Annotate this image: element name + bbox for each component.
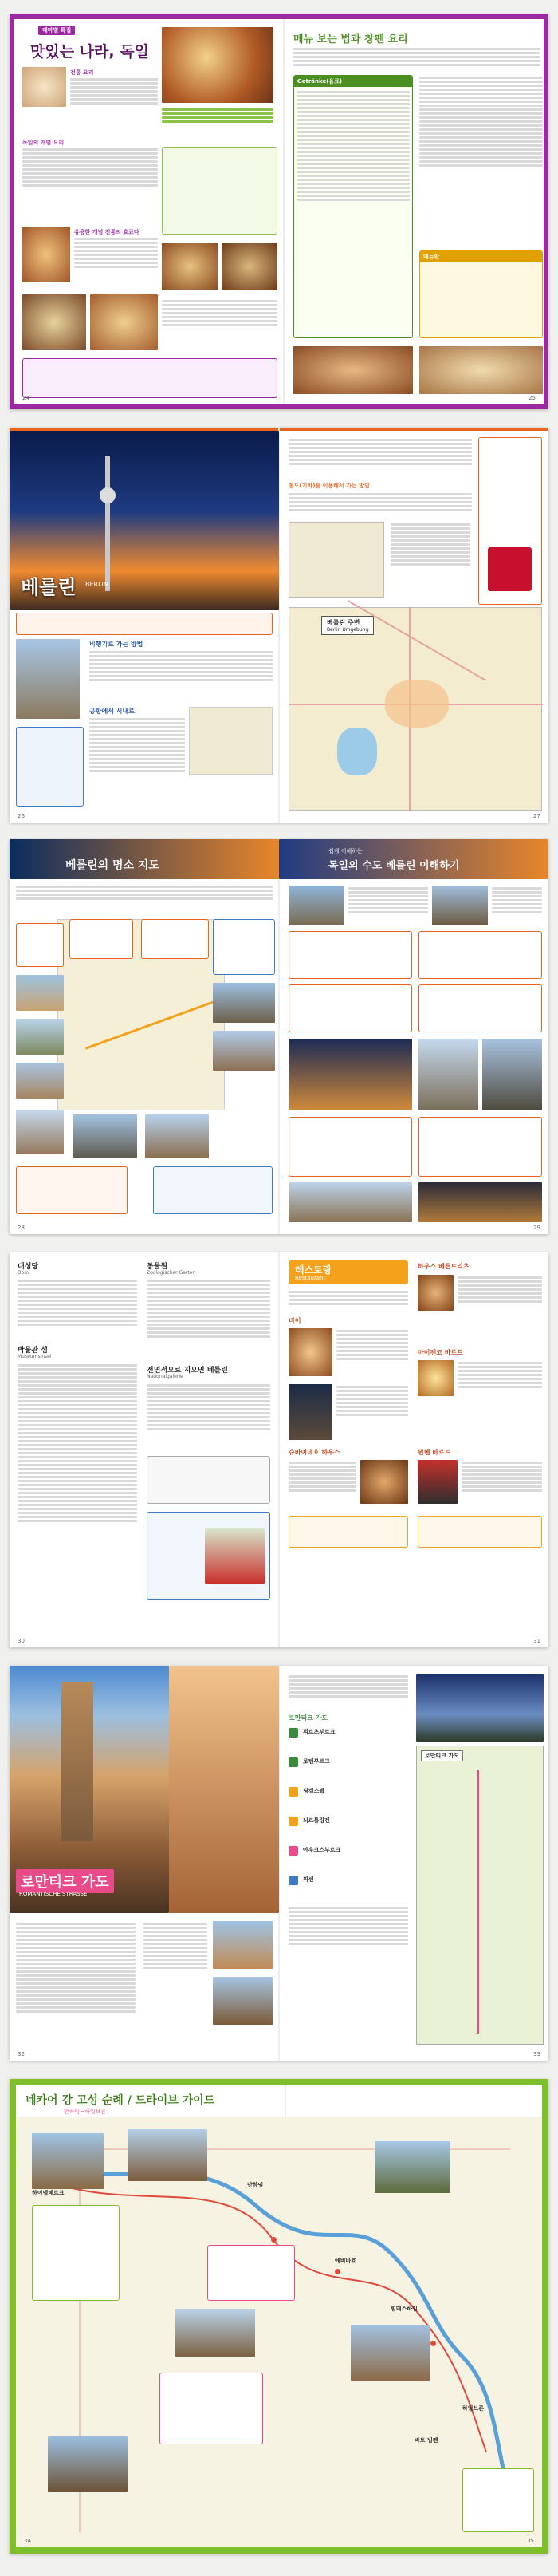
romantic-title-en: ROMANTISCHE STRASSE: [19, 1891, 88, 1897]
neckar-subtitle: 만하임~하일브론: [64, 2109, 107, 2115]
right-intro: [289, 437, 472, 467]
panel-d: [213, 919, 275, 975]
r-item-2-photo: [289, 1328, 332, 1376]
gutter: [283, 19, 285, 404]
col1-title2-en: Museumsinsel: [18, 1354, 52, 1359]
label-6: 바트 빔펜: [415, 2437, 438, 2444]
col2-title-en: Zoologischer Garten: [147, 1270, 196, 1276]
page-number-left: 28: [18, 1225, 25, 1231]
panel-bottom-2: [153, 1166, 273, 1214]
route-line: [477, 1770, 479, 2034]
col1-text: [18, 1278, 137, 1327]
castle-photo-5: [48, 2436, 128, 2492]
label-1: 하이델베르크: [32, 2190, 65, 2196]
getraenke-title: Getränke(음료): [294, 76, 412, 87]
romantic-road-map: [416, 1746, 544, 2045]
food-photo-2: [22, 227, 70, 282]
panel-a: [16, 923, 64, 967]
r-item-2-text: [336, 1328, 408, 1362]
sight-photo-g: [73, 1114, 137, 1158]
r-intro: [289, 1674, 408, 1699]
restaurant-title-box: [289, 1260, 408, 1284]
item-icon-5: [289, 1846, 298, 1856]
left-sub1: 전통 요리: [70, 69, 94, 76]
page-number-left: 26: [18, 813, 25, 819]
r-text-1: [348, 886, 428, 915]
left-text-4: [162, 298, 277, 328]
col2-title2-en: Nationalgalerie: [147, 1374, 183, 1379]
r-photo-1: [289, 886, 344, 925]
castle-photo-6: [351, 2325, 430, 2381]
page-title: 맛있는 나라, 독일: [30, 43, 149, 61]
side-text: [391, 522, 470, 567]
label-5: 하일브론: [462, 2405, 485, 2412]
r-item-1-photo: [418, 1275, 454, 1311]
tower: [61, 1682, 93, 1841]
tv-tower-ball: [100, 487, 116, 503]
r-item-3: 아이젠코 바르트: [418, 1349, 463, 1356]
r-panel-1: [289, 931, 412, 979]
left-text-2: [22, 147, 158, 188]
r-panel-2: [418, 931, 542, 979]
r-photo-4: [418, 1039, 478, 1110]
col2-text2: [147, 1383, 270, 1432]
rest-info-2: [418, 1516, 542, 1548]
food-photo-7: [293, 346, 413, 394]
spread-listings: [10, 1252, 548, 1647]
item-1: 뷔르츠부르크: [303, 1729, 336, 1735]
info-panel-3: [159, 2373, 263, 2444]
right-kicker: 쉽게 이해하는: [328, 848, 363, 854]
page-number-left: 30: [18, 1638, 25, 1644]
menu-box: [419, 250, 543, 338]
food-photo-3: [162, 243, 218, 290]
col2-info-box: [147, 1456, 270, 1504]
flight-heading: 비행기로 가는 방법: [89, 641, 143, 648]
map-title: [321, 616, 374, 635]
castle-photo: [416, 1674, 544, 1742]
spread-food: [10, 14, 548, 409]
right-title: 메뉴 보는 법과 창펜 요리: [293, 34, 408, 45]
spread-romantic-road: [10, 1666, 548, 2061]
map-title-ko: 베를린 주변: [327, 619, 360, 626]
food-photo-8: [419, 346, 543, 394]
sight-photo-a: [16, 975, 64, 1011]
col2-text: [147, 1278, 270, 1339]
food-photo-4: [222, 243, 277, 290]
r-item-3-text: [458, 1360, 542, 1390]
item-5: 아우크스부르크: [303, 1847, 341, 1853]
col1-title: 대성당: [18, 1263, 39, 1271]
city-title-en: BERLIN: [85, 581, 108, 588]
spread-berlin-sights: [10, 839, 548, 1234]
panel-bottom: [16, 1166, 128, 1214]
map-title-en: Berlin Umgebung: [327, 627, 369, 633]
left-text-1: [70, 77, 158, 106]
spread-neckar: [10, 2079, 548, 2554]
tv-tower: [105, 456, 110, 591]
r-item-5-text: [462, 1460, 542, 1493]
info-panel-4: [462, 2468, 534, 2532]
left-title: 베를린의 명소 지도: [65, 859, 159, 872]
r-item-1-text: [458, 1275, 542, 1304]
col2-title: 동물원: [147, 1263, 168, 1271]
item-icon-6: [289, 1876, 298, 1885]
castle-photo-2: [128, 2129, 207, 2181]
zoo-photo: [205, 1528, 265, 1584]
item-icon-4: [289, 1817, 298, 1826]
airport-heading: 공항에서 시내로: [89, 708, 135, 715]
item-4: 뇌르틀링겐: [303, 1817, 330, 1824]
right-intro: [293, 46, 540, 68]
r-text-2: [492, 886, 542, 915]
label-3: 에버바흐: [335, 2258, 357, 2264]
bottom-note-box: [22, 358, 277, 398]
panel-c: [141, 919, 209, 959]
rail-text: [289, 491, 472, 513]
page-number-right: 33: [533, 2051, 540, 2057]
menu-box-title: 메뉴판: [420, 251, 542, 262]
romantic-title: 로만티크 가도: [16, 1869, 114, 1893]
col1-title-en: Dom: [18, 1270, 29, 1276]
r-item-5-photo: [418, 1460, 458, 1504]
food-photo-1: [22, 67, 66, 107]
left-intro: [16, 884, 273, 901]
r-text-waiter: [336, 1384, 408, 1418]
r-photo-7: [418, 1182, 542, 1222]
r-photo-6: [289, 1182, 412, 1222]
label-4: 힐데스하임: [391, 2306, 418, 2312]
sight-photo-e: [213, 1031, 275, 1071]
right-col-text: [419, 75, 543, 168]
map-city-area: [385, 680, 449, 728]
left-sub3: 유용한 개념 전통의 효료다: [74, 229, 140, 235]
romantic-intro: [16, 1921, 136, 2014]
berlin-region-map: [289, 607, 542, 811]
r-item-1: 하우스 베른트리츠: [418, 1263, 470, 1270]
r-item-4-text: [289, 1460, 356, 1493]
page-number-left: 34: [24, 2538, 31, 2544]
left-sub2: 독일의 개별 요리: [22, 140, 65, 146]
berlin-small-map: [289, 522, 384, 598]
r-panel-4: [418, 984, 542, 1032]
blue-info-box: [16, 727, 84, 807]
restaurant-title-en: Restaurant: [295, 1275, 326, 1281]
castle-photo-1: [32, 2133, 104, 2189]
page-number-right: 27: [533, 813, 540, 819]
map-road-3: [348, 600, 486, 681]
getraenke-box: [293, 75, 413, 338]
item-2: 로텐부르크: [303, 1758, 330, 1765]
food-photo-sausage: [162, 27, 273, 103]
r-item-5: 뮌헨 바르트: [418, 1449, 451, 1456]
item-6: 퓌센: [303, 1876, 314, 1883]
item-3: 딩켈스뷜: [303, 1788, 325, 1794]
city-title: 베를린: [21, 576, 77, 598]
r-panel-3: [289, 984, 412, 1032]
col2-title2: 전면적으로 지으면 베를린: [147, 1367, 228, 1375]
page-number-left: 24: [22, 395, 29, 401]
food-photo-5: [22, 294, 86, 350]
map-pin-1: [271, 2237, 277, 2243]
airport-text: [89, 716, 185, 774]
map-pin-3: [430, 2341, 436, 2346]
ampelmann-photo: [488, 547, 532, 591]
spread-berlin: [10, 428, 548, 823]
orange-info-strip: [16, 613, 273, 635]
rest-intro: [289, 1289, 408, 1307]
panel-b: [69, 919, 133, 959]
r-item-2: 비어: [289, 1317, 301, 1324]
r-photo-5: [482, 1039, 542, 1110]
restaurant-title: 레스토랑: [295, 1264, 332, 1276]
castle-photo-4: [175, 2309, 255, 2357]
r-item-3-photo: [418, 1360, 454, 1396]
map-title: 로만티크 가도: [421, 1750, 463, 1761]
right-title: 독일의 수도 베를린 이해하기: [328, 860, 460, 872]
half-timbered-house: [169, 1666, 279, 1913]
map-lake: [337, 728, 377, 775]
neckar-title: 네카어 강 고성 순례 / 드라이브 가이드: [26, 2094, 215, 2107]
r-photo-2: [432, 886, 488, 925]
col1-title2: 박물관 섬: [18, 1347, 48, 1355]
label-2: 만하임: [247, 2182, 264, 2188]
r-photo-3: [289, 1039, 412, 1110]
airport-map: [189, 707, 273, 775]
gutter: [278, 839, 280, 1234]
rail-heading: 철도(기차)를 이용해서 가는 방법: [289, 483, 370, 489]
rest-info-1: [289, 1516, 408, 1548]
left-text-3: [74, 236, 158, 270]
r-text-bottom: [289, 1905, 408, 1947]
item-icon-3: [289, 1787, 298, 1797]
page-number-right: 25: [529, 395, 536, 401]
berlin-photo-small: [16, 639, 80, 719]
food-photo-6: [90, 294, 158, 350]
sight-photo-f: [16, 1110, 64, 1154]
castle-photo-3: [375, 2141, 450, 2193]
list-title: 로만티크 가도: [289, 1714, 328, 1722]
r-panel-5: [289, 1117, 412, 1177]
r-panel-6: [418, 1117, 542, 1177]
gutter: [278, 1252, 280, 1647]
romantic-col2: [143, 1921, 207, 1970]
r-photo-waiter: [289, 1384, 332, 1440]
col1-text2: [18, 1363, 137, 1524]
romantic-photo-small: [213, 1921, 273, 1969]
sight-photo-c: [16, 1063, 64, 1099]
sight-photo-h: [145, 1114, 209, 1158]
info-panel-1: [32, 2205, 120, 2301]
sight-photo-d: [213, 983, 275, 1023]
page-number-right: 29: [533, 1225, 540, 1231]
page-number-left: 32: [18, 2051, 25, 2057]
romantic-photo-small-2: [213, 1977, 273, 2025]
item-icon-1: [289, 1728, 298, 1738]
sight-photo-b: [16, 1019, 64, 1055]
center-text-1: [162, 107, 273, 124]
green-info-box: [162, 147, 277, 235]
page-number-right: 31: [533, 1638, 540, 1644]
r-item-4: 슈바이네흐 하우스: [289, 1449, 340, 1456]
map-pin-2: [335, 2269, 340, 2274]
r-item-4-photo: [360, 1460, 408, 1504]
flight-text: [89, 649, 273, 683]
info-panel-2: [207, 2245, 295, 2301]
page-number-right: 35: [527, 2538, 534, 2544]
theme-badge: 테마별 특집: [38, 26, 75, 35]
item-icon-2: [289, 1757, 298, 1767]
